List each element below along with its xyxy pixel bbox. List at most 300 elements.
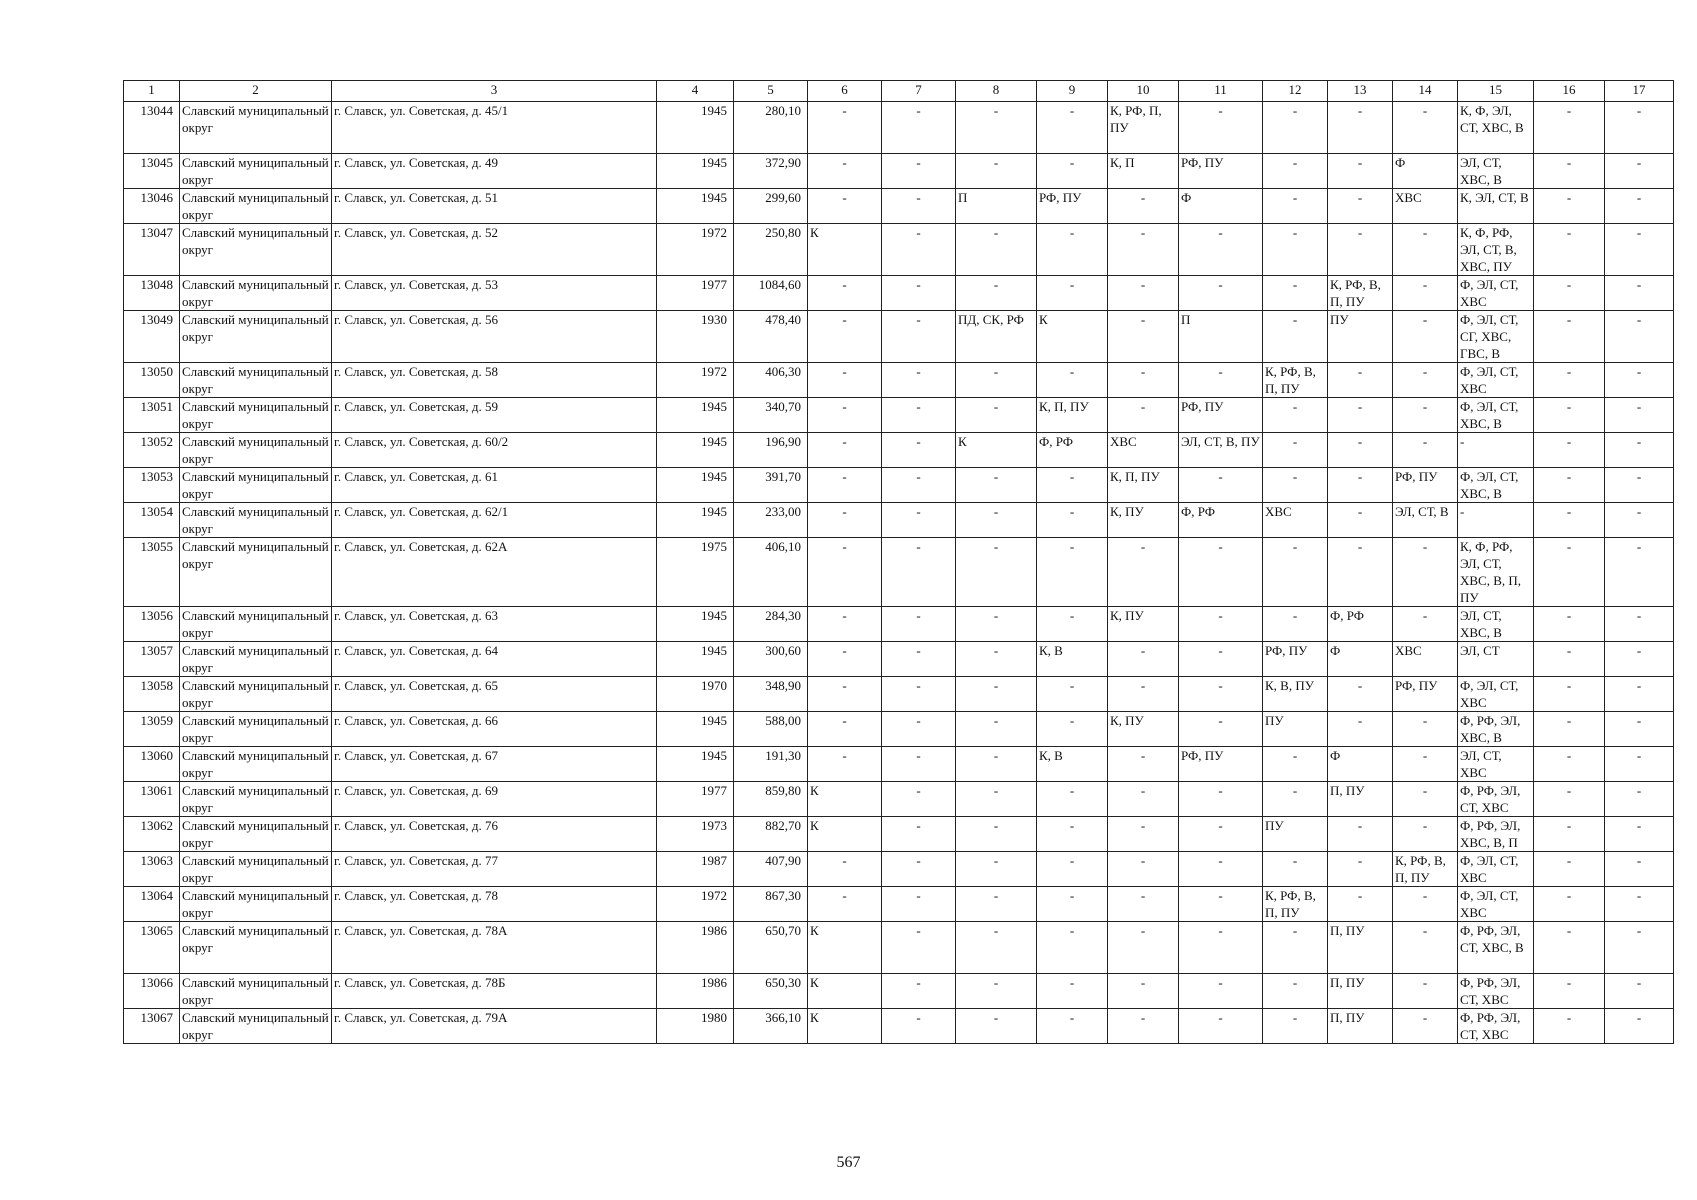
cell-col-4: 1972 xyxy=(657,224,734,276)
cell-col-11: - xyxy=(1179,712,1263,747)
cell-col-3: г. Славск, ул. Советская, д. 79А xyxy=(332,1009,657,1044)
table-row xyxy=(124,102,1674,154)
cell-col-3: г. Славск, ул. Советская, д. 76 xyxy=(332,817,657,852)
cell-col-3: г. Славск, ул. Советская, д. 78 xyxy=(332,887,657,922)
column-number-header: 11 xyxy=(1179,81,1263,102)
cell-col-8: - xyxy=(956,1009,1037,1044)
cell-col-8: - xyxy=(956,747,1037,782)
cell-col-6: - xyxy=(808,154,882,189)
cell-col-17: - xyxy=(1605,607,1674,642)
cell-col-8: - xyxy=(956,677,1037,712)
cell-col-15: Ф, ЭЛ, СТ, ХВС xyxy=(1458,677,1534,712)
cell-col-12: - xyxy=(1263,468,1328,503)
cell-col-12: - xyxy=(1263,782,1328,817)
cell-col-1: 13044 xyxy=(124,102,180,154)
cell-col-11: - xyxy=(1179,974,1263,1009)
cell-col-17: - xyxy=(1605,852,1674,887)
page-number: 567 xyxy=(836,1154,861,1171)
cell-col-12: - xyxy=(1263,224,1328,276)
cell-col-13: - xyxy=(1328,363,1393,398)
cell-col-16: - xyxy=(1534,974,1605,1009)
cell-col-7: - xyxy=(882,712,956,747)
cell-col-8: - xyxy=(956,887,1037,922)
cell-col-14: - xyxy=(1393,398,1458,433)
cell-col-11: - xyxy=(1179,922,1263,974)
cell-col-12: - xyxy=(1263,747,1328,782)
cell-col-2: Славский муниципальный округ xyxy=(180,224,332,276)
cell-col-9: - xyxy=(1037,154,1108,189)
cell-col-10: - xyxy=(1108,398,1179,433)
cell-col-5: 300,60 xyxy=(734,642,808,677)
cell-col-12: - xyxy=(1263,102,1328,154)
table-body xyxy=(124,102,1674,1044)
cell-col-16: - xyxy=(1534,712,1605,747)
cell-col-9: К, П, ПУ xyxy=(1037,398,1108,433)
cell-col-9: - xyxy=(1037,922,1108,974)
cell-col-1: 13048 xyxy=(124,276,180,311)
cell-col-11: - xyxy=(1179,363,1263,398)
cell-col-5: 650,70 xyxy=(734,922,808,974)
cell-col-11: - xyxy=(1179,852,1263,887)
cell-col-9: - xyxy=(1037,276,1108,311)
cell-col-5: 366,10 xyxy=(734,1009,808,1044)
cell-col-13: - xyxy=(1328,887,1393,922)
cell-col-11: - xyxy=(1179,102,1263,154)
cell-col-15: Ф, РФ, ЭЛ, ХВС, В xyxy=(1458,712,1534,747)
cell-col-1: 13055 xyxy=(124,538,180,607)
column-number-header: 13 xyxy=(1328,81,1393,102)
cell-col-5: 280,10 xyxy=(734,102,808,154)
cell-col-10: К, П, ПУ xyxy=(1108,468,1179,503)
table-row xyxy=(124,503,1674,538)
cell-col-14: - xyxy=(1393,538,1458,607)
cell-col-8: - xyxy=(956,642,1037,677)
cell-col-4: 1945 xyxy=(657,747,734,782)
cell-col-6: - xyxy=(808,607,882,642)
cell-col-9: - xyxy=(1037,887,1108,922)
cell-col-9: К, В xyxy=(1037,642,1108,677)
cell-col-6: К xyxy=(808,782,882,817)
cell-col-8: - xyxy=(956,363,1037,398)
cell-col-17: - xyxy=(1605,311,1674,363)
cell-col-9: К xyxy=(1037,311,1108,363)
cell-col-9: - xyxy=(1037,468,1108,503)
cell-col-9: - xyxy=(1037,677,1108,712)
cell-col-4: 1970 xyxy=(657,677,734,712)
cell-col-13: - xyxy=(1328,817,1393,852)
column-number-header: 14 xyxy=(1393,81,1458,102)
cell-col-1: 13045 xyxy=(124,154,180,189)
table-row xyxy=(124,712,1674,747)
cell-col-7: - xyxy=(882,538,956,607)
cell-col-13: - xyxy=(1328,102,1393,154)
cell-col-1: 13052 xyxy=(124,433,180,468)
cell-col-10: - xyxy=(1108,782,1179,817)
cell-col-5: 1084,60 xyxy=(734,276,808,311)
cell-col-14: - xyxy=(1393,311,1458,363)
cell-col-2: Славский муниципальный округ xyxy=(180,887,332,922)
cell-col-6: - xyxy=(808,102,882,154)
cell-col-17: - xyxy=(1605,224,1674,276)
cell-col-8: П xyxy=(956,189,1037,224)
cell-col-2: Славский муниципальный округ xyxy=(180,311,332,363)
cell-col-15: Ф, РФ, ЭЛ, СТ, ХВС xyxy=(1458,782,1534,817)
table-row xyxy=(124,677,1674,712)
column-number-header: 6 xyxy=(808,81,882,102)
table-row xyxy=(124,974,1674,1009)
cell-col-6: - xyxy=(808,398,882,433)
cell-col-7: - xyxy=(882,887,956,922)
cell-col-17: - xyxy=(1605,747,1674,782)
cell-col-11: - xyxy=(1179,782,1263,817)
cell-col-15: К, Ф, РФ, ЭЛ, СТ, ХВС, В, П, ПУ xyxy=(1458,538,1534,607)
cell-col-16: - xyxy=(1534,782,1605,817)
cell-col-5: 588,00 xyxy=(734,712,808,747)
cell-col-5: 299,60 xyxy=(734,189,808,224)
cell-col-17: - xyxy=(1605,974,1674,1009)
cell-col-1: 13062 xyxy=(124,817,180,852)
cell-col-8: - xyxy=(956,817,1037,852)
cell-col-15: ЭЛ, СТ, ХВС xyxy=(1458,747,1534,782)
cell-col-12: - xyxy=(1263,398,1328,433)
cell-col-16: - xyxy=(1534,642,1605,677)
cell-col-16: - xyxy=(1534,433,1605,468)
cell-col-5: 882,70 xyxy=(734,817,808,852)
cell-col-7: - xyxy=(882,433,956,468)
column-number-header: 10 xyxy=(1108,81,1179,102)
cell-col-14: - xyxy=(1393,433,1458,468)
cell-col-5: 191,30 xyxy=(734,747,808,782)
cell-col-12: - xyxy=(1263,974,1328,1009)
cell-col-14: - xyxy=(1393,712,1458,747)
cell-col-10: - xyxy=(1108,677,1179,712)
cell-col-14: К, РФ, В, П, ПУ xyxy=(1393,852,1458,887)
cell-col-11: - xyxy=(1179,677,1263,712)
cell-col-14: ХВС xyxy=(1393,189,1458,224)
cell-col-3: г. Славск, ул. Советская, д. 65 xyxy=(332,677,657,712)
cell-col-8: - xyxy=(956,974,1037,1009)
cell-col-14: Ф xyxy=(1393,154,1458,189)
cell-col-17: - xyxy=(1605,189,1674,224)
cell-col-9: - xyxy=(1037,363,1108,398)
cell-col-14: - xyxy=(1393,887,1458,922)
cell-col-17: - xyxy=(1605,817,1674,852)
cell-col-3: г. Славск, ул. Советская, д. 62А xyxy=(332,538,657,607)
cell-col-1: 13056 xyxy=(124,607,180,642)
cell-col-9: - xyxy=(1037,817,1108,852)
cell-col-16: - xyxy=(1534,607,1605,642)
cell-col-17: - xyxy=(1605,154,1674,189)
cell-col-6: - xyxy=(808,712,882,747)
cell-col-3: г. Славск, ул. Советская, д. 67 xyxy=(332,747,657,782)
cell-col-4: 1945 xyxy=(657,154,734,189)
cell-col-5: 348,90 xyxy=(734,677,808,712)
cell-col-17: - xyxy=(1605,503,1674,538)
cell-col-12: К, РФ, В, П, ПУ xyxy=(1263,363,1328,398)
table-row xyxy=(124,642,1674,677)
cell-col-11: - xyxy=(1179,887,1263,922)
cell-col-2: Славский муниципальный округ xyxy=(180,503,332,538)
cell-col-9: Ф, РФ xyxy=(1037,433,1108,468)
cell-col-12: ПУ xyxy=(1263,712,1328,747)
column-number-header: 17 xyxy=(1605,81,1674,102)
cell-col-3: г. Славск, ул. Советская, д. 51 xyxy=(332,189,657,224)
cell-col-5: 867,30 xyxy=(734,887,808,922)
cell-col-2: Славский муниципальный округ xyxy=(180,102,332,154)
column-number-header: 1 xyxy=(124,81,180,102)
cell-col-3: г. Славск, ул. Советская, д. 63 xyxy=(332,607,657,642)
cell-col-13: П, ПУ xyxy=(1328,974,1393,1009)
cell-col-14: - xyxy=(1393,102,1458,154)
cell-col-10: - xyxy=(1108,922,1179,974)
cell-col-3: г. Славск, ул. Советская, д. 58 xyxy=(332,363,657,398)
cell-col-14: - xyxy=(1393,974,1458,1009)
cell-col-10: К, ПУ xyxy=(1108,607,1179,642)
cell-col-11: П xyxy=(1179,311,1263,363)
cell-col-5: 407,90 xyxy=(734,852,808,887)
cell-col-17: - xyxy=(1605,677,1674,712)
cell-col-9: - xyxy=(1037,102,1108,154)
column-number-header-row xyxy=(124,81,1674,102)
cell-col-2: Славский муниципальный округ xyxy=(180,363,332,398)
cell-col-16: - xyxy=(1534,887,1605,922)
cell-col-1: 13063 xyxy=(124,852,180,887)
cell-col-6: К xyxy=(808,224,882,276)
column-number-header: 3 xyxy=(332,81,657,102)
table-row xyxy=(124,276,1674,311)
cell-col-10: - xyxy=(1108,817,1179,852)
cell-col-15: Ф, ЭЛ, СТ, ХВС xyxy=(1458,887,1534,922)
cell-col-2: Славский муниципальный округ xyxy=(180,642,332,677)
cell-col-17: - xyxy=(1605,363,1674,398)
cell-col-17: - xyxy=(1605,642,1674,677)
cell-col-12: - xyxy=(1263,189,1328,224)
cell-col-13: - xyxy=(1328,503,1393,538)
cell-col-6: - xyxy=(808,677,882,712)
column-number-header: 4 xyxy=(657,81,734,102)
cell-col-10: К, П xyxy=(1108,154,1179,189)
cell-col-16: - xyxy=(1534,747,1605,782)
cell-col-4: 1980 xyxy=(657,1009,734,1044)
cell-col-8: - xyxy=(956,922,1037,974)
cell-col-5: 233,00 xyxy=(734,503,808,538)
cell-col-13: - xyxy=(1328,852,1393,887)
cell-col-16: - xyxy=(1534,1009,1605,1044)
cell-col-15: К, Ф, ЭЛ, СТ, ХВС, В xyxy=(1458,102,1534,154)
table-row xyxy=(124,154,1674,189)
cell-col-2: Славский муниципальный округ xyxy=(180,468,332,503)
cell-col-7: - xyxy=(882,782,956,817)
cell-col-11: - xyxy=(1179,817,1263,852)
cell-col-1: 13050 xyxy=(124,363,180,398)
cell-col-2: Славский муниципальный округ xyxy=(180,782,332,817)
cell-col-2: Славский муниципальный округ xyxy=(180,974,332,1009)
cell-col-6: К xyxy=(808,1009,882,1044)
table-row xyxy=(124,224,1674,276)
cell-col-10: К, ПУ xyxy=(1108,503,1179,538)
cell-col-4: 1945 xyxy=(657,607,734,642)
cell-col-4: 1975 xyxy=(657,538,734,607)
cell-col-16: - xyxy=(1534,538,1605,607)
cell-col-12: - xyxy=(1263,311,1328,363)
cell-col-14: - xyxy=(1393,747,1458,782)
cell-col-6: - xyxy=(808,887,882,922)
cell-col-3: г. Славск, ул. Советская, д. 49 xyxy=(332,154,657,189)
cell-col-11: РФ, ПУ xyxy=(1179,398,1263,433)
cell-col-15: ЭЛ, СТ, ХВС, В xyxy=(1458,607,1534,642)
cell-col-4: 1945 xyxy=(657,433,734,468)
cell-col-16: - xyxy=(1534,154,1605,189)
cell-col-1: 13061 xyxy=(124,782,180,817)
cell-col-11: Ф xyxy=(1179,189,1263,224)
cell-col-11: - xyxy=(1179,224,1263,276)
cell-col-2: Славский муниципальный округ xyxy=(180,747,332,782)
cell-col-12: - xyxy=(1263,276,1328,311)
table-row xyxy=(124,398,1674,433)
cell-col-16: - xyxy=(1534,677,1605,712)
cell-col-1: 13064 xyxy=(124,887,180,922)
cell-col-17: - xyxy=(1605,433,1674,468)
cell-col-17: - xyxy=(1605,887,1674,922)
cell-col-2: Славский муниципальный округ xyxy=(180,607,332,642)
cell-col-8: - xyxy=(956,224,1037,276)
cell-col-7: - xyxy=(882,677,956,712)
cell-col-3: г. Славск, ул. Советская, д. 78Б xyxy=(332,974,657,1009)
cell-col-2: Славский муниципальный округ xyxy=(180,677,332,712)
cell-col-14: - xyxy=(1393,224,1458,276)
cell-col-8: - xyxy=(956,538,1037,607)
cell-col-1: 13051 xyxy=(124,398,180,433)
cell-col-3: г. Славск, ул. Советская, д. 45/1 xyxy=(332,102,657,154)
cell-col-13: - xyxy=(1328,224,1393,276)
cell-col-1: 13065 xyxy=(124,922,180,974)
cell-col-1: 13053 xyxy=(124,468,180,503)
cell-col-6: - xyxy=(808,363,882,398)
cell-col-1: 13066 xyxy=(124,974,180,1009)
cell-col-8: - xyxy=(956,398,1037,433)
cell-col-9: - xyxy=(1037,224,1108,276)
cell-col-17: - xyxy=(1605,712,1674,747)
cell-col-2: Славский муниципальный округ xyxy=(180,154,332,189)
table-row xyxy=(124,747,1674,782)
cell-col-15: К, ЭЛ, СТ, В xyxy=(1458,189,1534,224)
cell-col-16: - xyxy=(1534,189,1605,224)
cell-col-3: г. Славск, ул. Советская, д. 61 xyxy=(332,468,657,503)
cell-col-6: - xyxy=(808,468,882,503)
cell-col-8: - xyxy=(956,852,1037,887)
cell-col-17: - xyxy=(1605,538,1674,607)
cell-col-14: - xyxy=(1393,607,1458,642)
cell-col-16: - xyxy=(1534,102,1605,154)
cell-col-5: 859,80 xyxy=(734,782,808,817)
cell-col-14: РФ, ПУ xyxy=(1393,468,1458,503)
cell-col-5: 391,70 xyxy=(734,468,808,503)
cell-col-6: К xyxy=(808,922,882,974)
cell-col-15: ЭЛ, СТ xyxy=(1458,642,1534,677)
cell-col-12: РФ, ПУ xyxy=(1263,642,1328,677)
cell-col-7: - xyxy=(882,974,956,1009)
cell-col-9: - xyxy=(1037,782,1108,817)
cell-col-13: Ф xyxy=(1328,747,1393,782)
cell-col-13: - xyxy=(1328,468,1393,503)
cell-col-13: П, ПУ xyxy=(1328,922,1393,974)
cell-col-14: - xyxy=(1393,1009,1458,1044)
cell-col-13: - xyxy=(1328,433,1393,468)
cell-col-16: - xyxy=(1534,363,1605,398)
cell-col-14: - xyxy=(1393,363,1458,398)
cell-col-13: - xyxy=(1328,712,1393,747)
table-row xyxy=(124,538,1674,607)
cell-col-2: Славский муниципальный округ xyxy=(180,189,332,224)
cell-col-4: 1945 xyxy=(657,398,734,433)
cell-col-8: - xyxy=(956,154,1037,189)
cell-col-11: - xyxy=(1179,276,1263,311)
cell-col-3: г. Славск, ул. Советская, д. 53 xyxy=(332,276,657,311)
cell-col-7: - xyxy=(882,224,956,276)
cell-col-12: - xyxy=(1263,433,1328,468)
cell-col-5: 406,30 xyxy=(734,363,808,398)
cell-col-12: ХВС xyxy=(1263,503,1328,538)
cell-col-14: ЭЛ, СТ, В xyxy=(1393,503,1458,538)
table-row xyxy=(124,782,1674,817)
cell-col-14: - xyxy=(1393,817,1458,852)
cell-col-5: 250,80 xyxy=(734,224,808,276)
cell-col-4: 1986 xyxy=(657,974,734,1009)
cell-col-10: - xyxy=(1108,642,1179,677)
cell-col-7: - xyxy=(882,922,956,974)
cell-col-10: - xyxy=(1108,852,1179,887)
cell-col-9: - xyxy=(1037,974,1108,1009)
cell-col-17: - xyxy=(1605,102,1674,154)
cell-col-11: РФ, ПУ xyxy=(1179,154,1263,189)
cell-col-8: - xyxy=(956,607,1037,642)
cell-col-3: г. Славск, ул. Советская, д. 59 xyxy=(332,398,657,433)
cell-col-13: П, ПУ xyxy=(1328,1009,1393,1044)
cell-col-6: - xyxy=(808,311,882,363)
cell-col-2: Славский муниципальный округ xyxy=(180,1009,332,1044)
cell-col-1: 13058 xyxy=(124,677,180,712)
cell-col-10: К, ПУ xyxy=(1108,712,1179,747)
cell-col-10: К, РФ, П, ПУ xyxy=(1108,102,1179,154)
cell-col-6: - xyxy=(808,852,882,887)
cell-col-17: - xyxy=(1605,782,1674,817)
cell-col-12: - xyxy=(1263,922,1328,974)
cell-col-8: ПД, СК, РФ xyxy=(956,311,1037,363)
cell-col-12: - xyxy=(1263,607,1328,642)
cell-col-7: - xyxy=(882,503,956,538)
cell-col-1: 13054 xyxy=(124,503,180,538)
cell-col-13: Ф xyxy=(1328,642,1393,677)
cell-col-15: Ф, РФ, ЭЛ, ХВС, В, П xyxy=(1458,817,1534,852)
table-row xyxy=(124,607,1674,642)
cell-col-10: - xyxy=(1108,747,1179,782)
cell-col-12: - xyxy=(1263,154,1328,189)
cell-col-10: - xyxy=(1108,974,1179,1009)
cell-col-1: 13059 xyxy=(124,712,180,747)
cell-col-15: - xyxy=(1458,433,1534,468)
cell-col-6: - xyxy=(808,189,882,224)
cell-col-4: 1973 xyxy=(657,817,734,852)
cell-col-13: П, ПУ xyxy=(1328,782,1393,817)
cell-col-11: - xyxy=(1179,642,1263,677)
cell-col-9: - xyxy=(1037,607,1108,642)
cell-col-2: Славский муниципальный округ xyxy=(180,817,332,852)
column-number-header: 9 xyxy=(1037,81,1108,102)
cell-col-10: - xyxy=(1108,311,1179,363)
cell-col-14: - xyxy=(1393,922,1458,974)
cell-col-11: - xyxy=(1179,607,1263,642)
cell-col-7: - xyxy=(882,398,956,433)
